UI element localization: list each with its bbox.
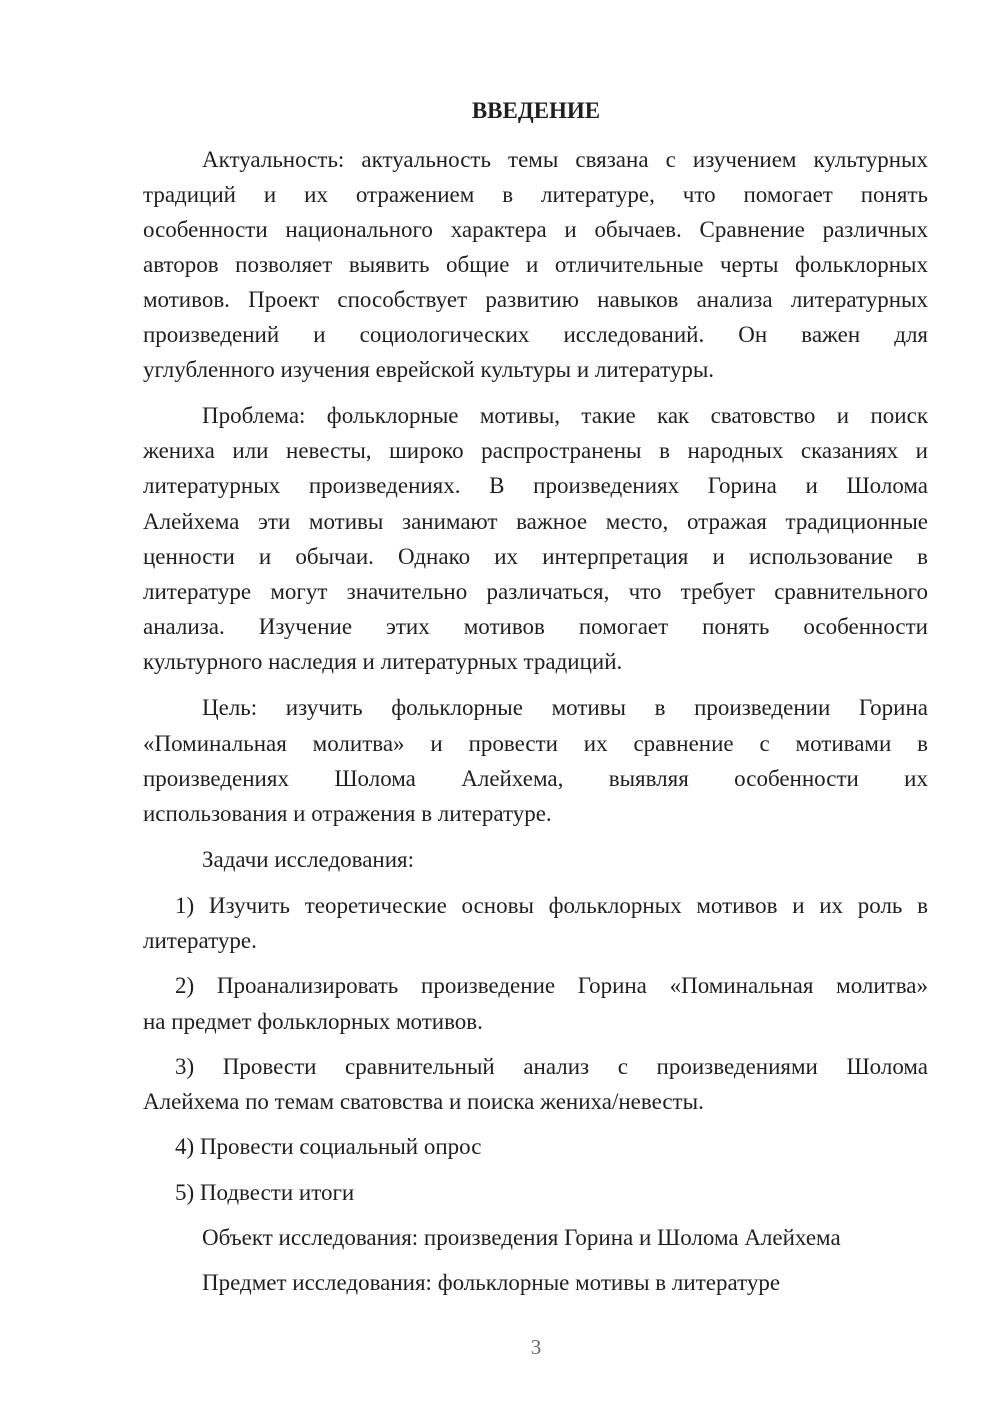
text-line: традиций и их отражением в литературе, что помогает понять	[143, 182, 928, 207]
text-line: использования и отражения в литературе.	[143, 801, 552, 826]
text-line: Алейхема по темам сватовства и поиска жениха/невесты.	[143, 1089, 704, 1114]
text-line: мотивов. Проект способствует развитию навыков анализа литературных	[143, 287, 928, 312]
research-subject: Предмет исследования: фольклорные мотивы в литературе	[202, 1270, 781, 1295]
text-line: Алейхема эти мотивы занимают важное место, отражая традиционные	[143, 509, 928, 534]
text-line: авторов позволяет выявить общие и отличительные черты фольклорных	[143, 252, 928, 277]
text-line: анализа. Изучение этих мотивов помогает понять особенности	[143, 614, 928, 639]
tasks-heading: Задачи исследования:	[202, 847, 415, 872]
text-line: литературных произведениях. В произведениях Горина и Шолома	[143, 473, 928, 498]
text-line: «Поминальная молитва» и провести их сравнение с мотивами в	[143, 731, 928, 756]
research-object: Объект исследования: произведения Горина и Шолома Алейхема	[202, 1225, 841, 1250]
page-title: ВВЕДЕНИЕ	[471, 98, 601, 123]
text-line: ценности и обычаи. Однако их интерпретация и использование в	[143, 544, 928, 569]
text-line: 2) Проанализировать произведение Горина «Поминальная молитва»	[175, 973, 928, 998]
text-line: особенности национального характера и обычаев. Сравнение различных	[143, 217, 928, 242]
text-line: 3) Провести сравнительный анализ с произведениями Шолома	[175, 1054, 928, 1079]
page-number: 3	[530, 1335, 542, 1359]
text-line: 4) Провести социальный опрос	[175, 1134, 482, 1159]
text-line: углубленного изучения еврейской культуры и литературы.	[143, 357, 715, 382]
text-line: 1) Изучить теоретические основы фольклорных мотивов и их роль в	[175, 893, 928, 918]
text-line: Проблема: фольклорные мотивы, такие как сватовство и поиск	[202, 403, 928, 428]
text-line: произведениях Шолома Алейхема, выявляя особенности их	[143, 766, 928, 791]
text-line: Актуальность: актуальность темы связана с изучением культурных	[202, 147, 928, 172]
text-line: Цель: изучить фольклорные мотивы в произведении Горина	[202, 695, 928, 720]
text-line: на предмет фольклорных мотивов.	[143, 1009, 483, 1034]
text-line: культурного наследия и литературных традиций.	[143, 649, 623, 674]
text-line: жениха или невесты, широко распространены в народных сказаниях и	[143, 438, 928, 463]
text-line: 5) Подвести итоги	[175, 1180, 355, 1205]
text-line: литературе.	[143, 928, 257, 953]
text-line: произведений и социологических исследований. Он важен для	[143, 322, 928, 347]
text-line: литературе могут значительно различаться, что требует сравнительного	[143, 579, 928, 604]
